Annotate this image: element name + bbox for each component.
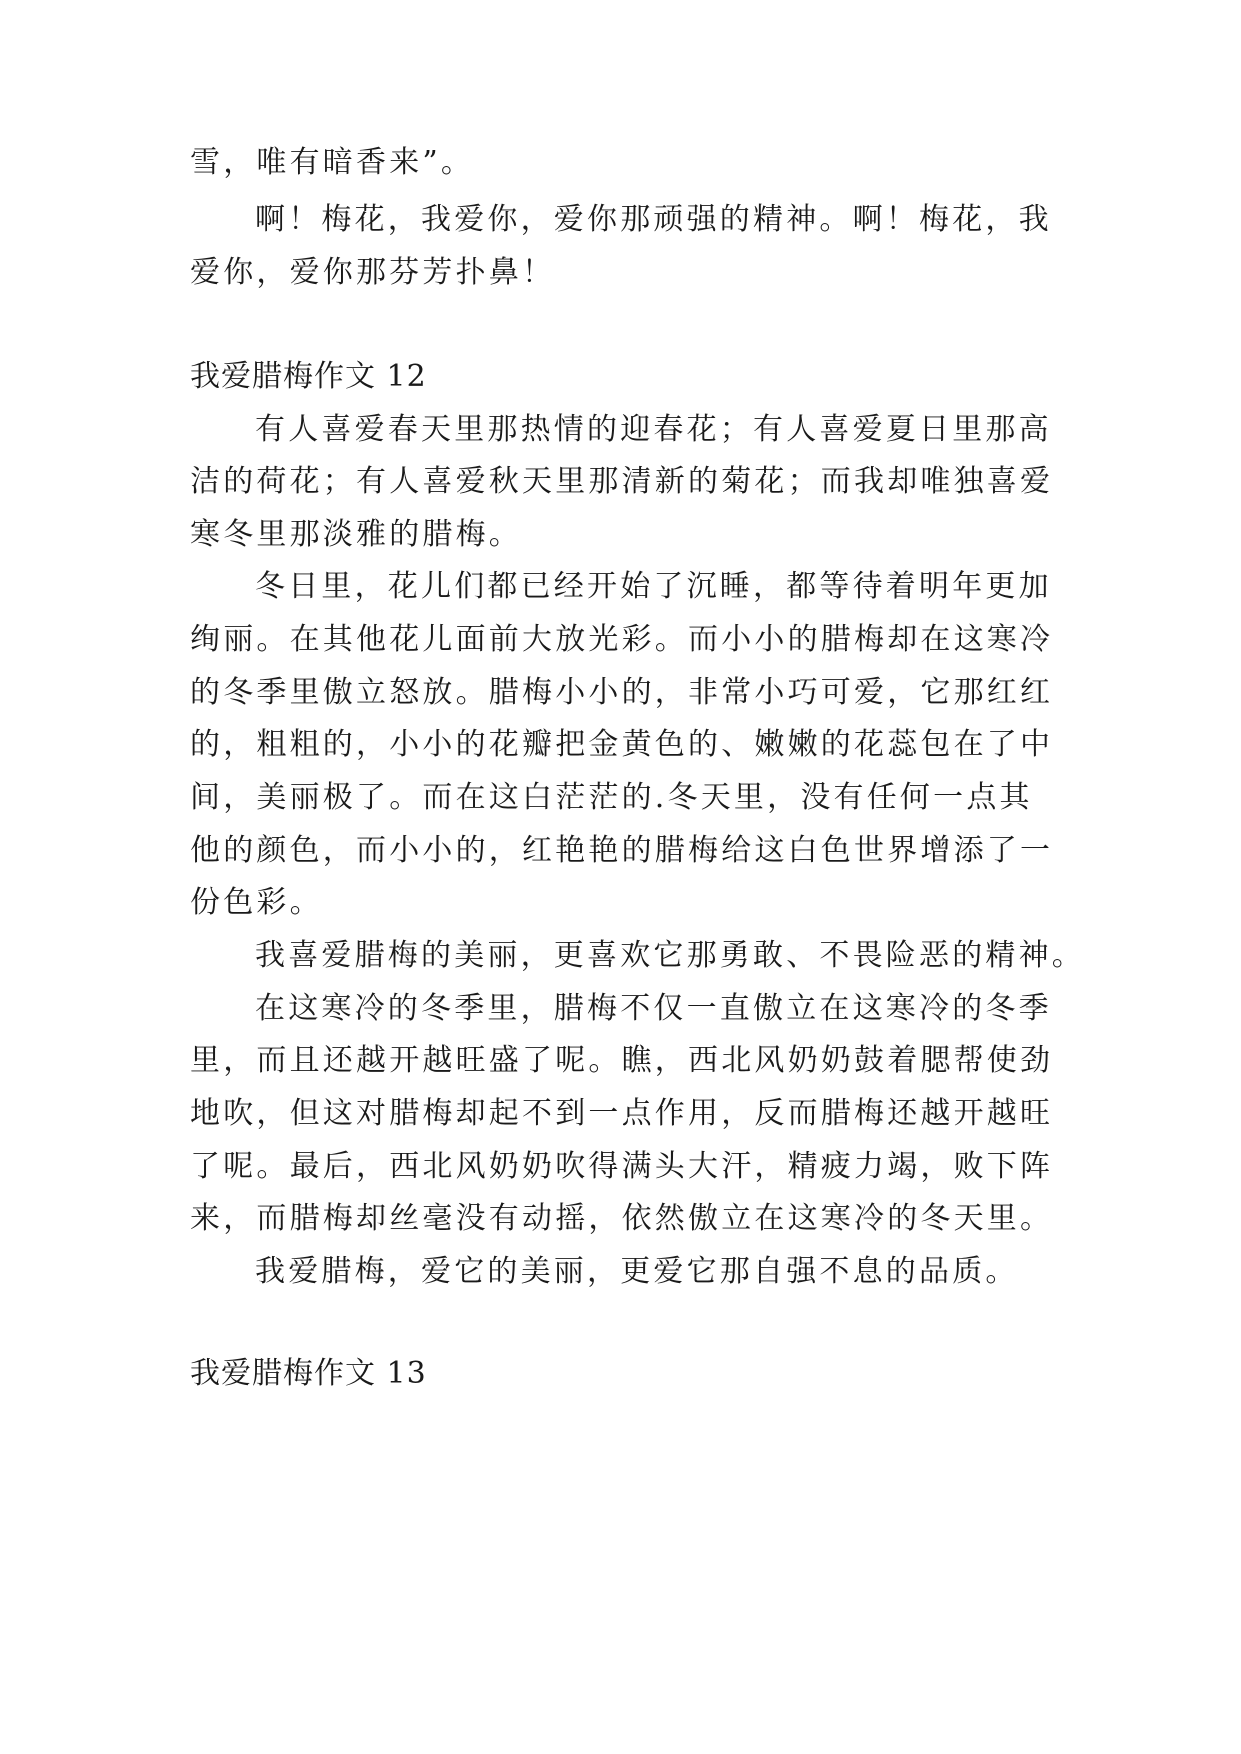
paragraph-line: 冬日里，花儿们都已经开始了沉睡，都等待着明年更加	[255, 569, 1052, 604]
paragraph-line: 里，而且还越开越旺盛了呢。瞧，西北风奶奶鼓着腮帮使劲	[190, 1043, 1054, 1078]
section-heading: 我爱腊梅作文 12	[190, 359, 427, 394]
paragraph-line: 来，而腊梅却丝毫没有动摇，依然傲立在这寒冷的冬天里。	[190, 1201, 1054, 1236]
paragraph-line: 我喜爱腊梅的美丽，更喜欢它那勇敢、不畏险恶的精神。	[255, 938, 1085, 973]
section-heading: 我爱腊梅作文 13	[190, 1356, 427, 1391]
paragraph-line: 爱你，爱你那芬芳扑鼻！	[190, 255, 556, 290]
paragraph-line: 绚丽。在其他花儿面前大放光彩。而小小的腊梅却在这寒冷	[190, 622, 1054, 657]
paragraph-line: 的，粗粗的，小小的花瓣把金黄色的、嫩嫩的花蕊包在了中	[190, 727, 1054, 762]
paragraph-line: 份色彩。	[190, 885, 323, 920]
paragraph-line: 啊！梅花，我爱你，爱你那顽强的精神。啊！梅花，我	[255, 202, 1052, 237]
paragraph-line: 地吹，但这对腊梅却起不到一点作用，反而腊梅还越开越旺	[190, 1096, 1054, 1131]
paragraph-line: 我爱腊梅，爱它的美丽，更爱它那自强不息的品质。	[255, 1254, 1019, 1289]
paragraph-line: 洁的荷花；有人喜爱秋天里那清新的菊花；而我却唯独喜爱	[190, 464, 1054, 499]
paragraph-line: 有人喜爱春天里那热情的迎春花；有人喜爱夏日里那高	[255, 412, 1052, 447]
paragraph-line: 雪，唯有暗香来”。	[190, 145, 475, 180]
paragraph-line: 的冬季里傲立怒放。腊梅小小的，非常小巧可爱，它那红红	[190, 675, 1054, 710]
paragraph-line: 了呢。最后，西北风奶奶吹得满头大汗，精疲力竭，败下阵	[190, 1149, 1054, 1184]
paragraph-line: 间，美丽极了。而在这白茫茫的.冬天里，没有任何一点其	[190, 780, 1033, 815]
paragraph-line: 他的颜色，而小小的，红艳艳的腊梅给这白色世界增添了一	[190, 833, 1054, 868]
paragraph-line: 寒冬里那淡雅的腊梅。	[190, 517, 522, 552]
paragraph-line: 在这寒冷的冬季里，腊梅不仅一直傲立在这寒冷的冬季	[255, 991, 1052, 1026]
